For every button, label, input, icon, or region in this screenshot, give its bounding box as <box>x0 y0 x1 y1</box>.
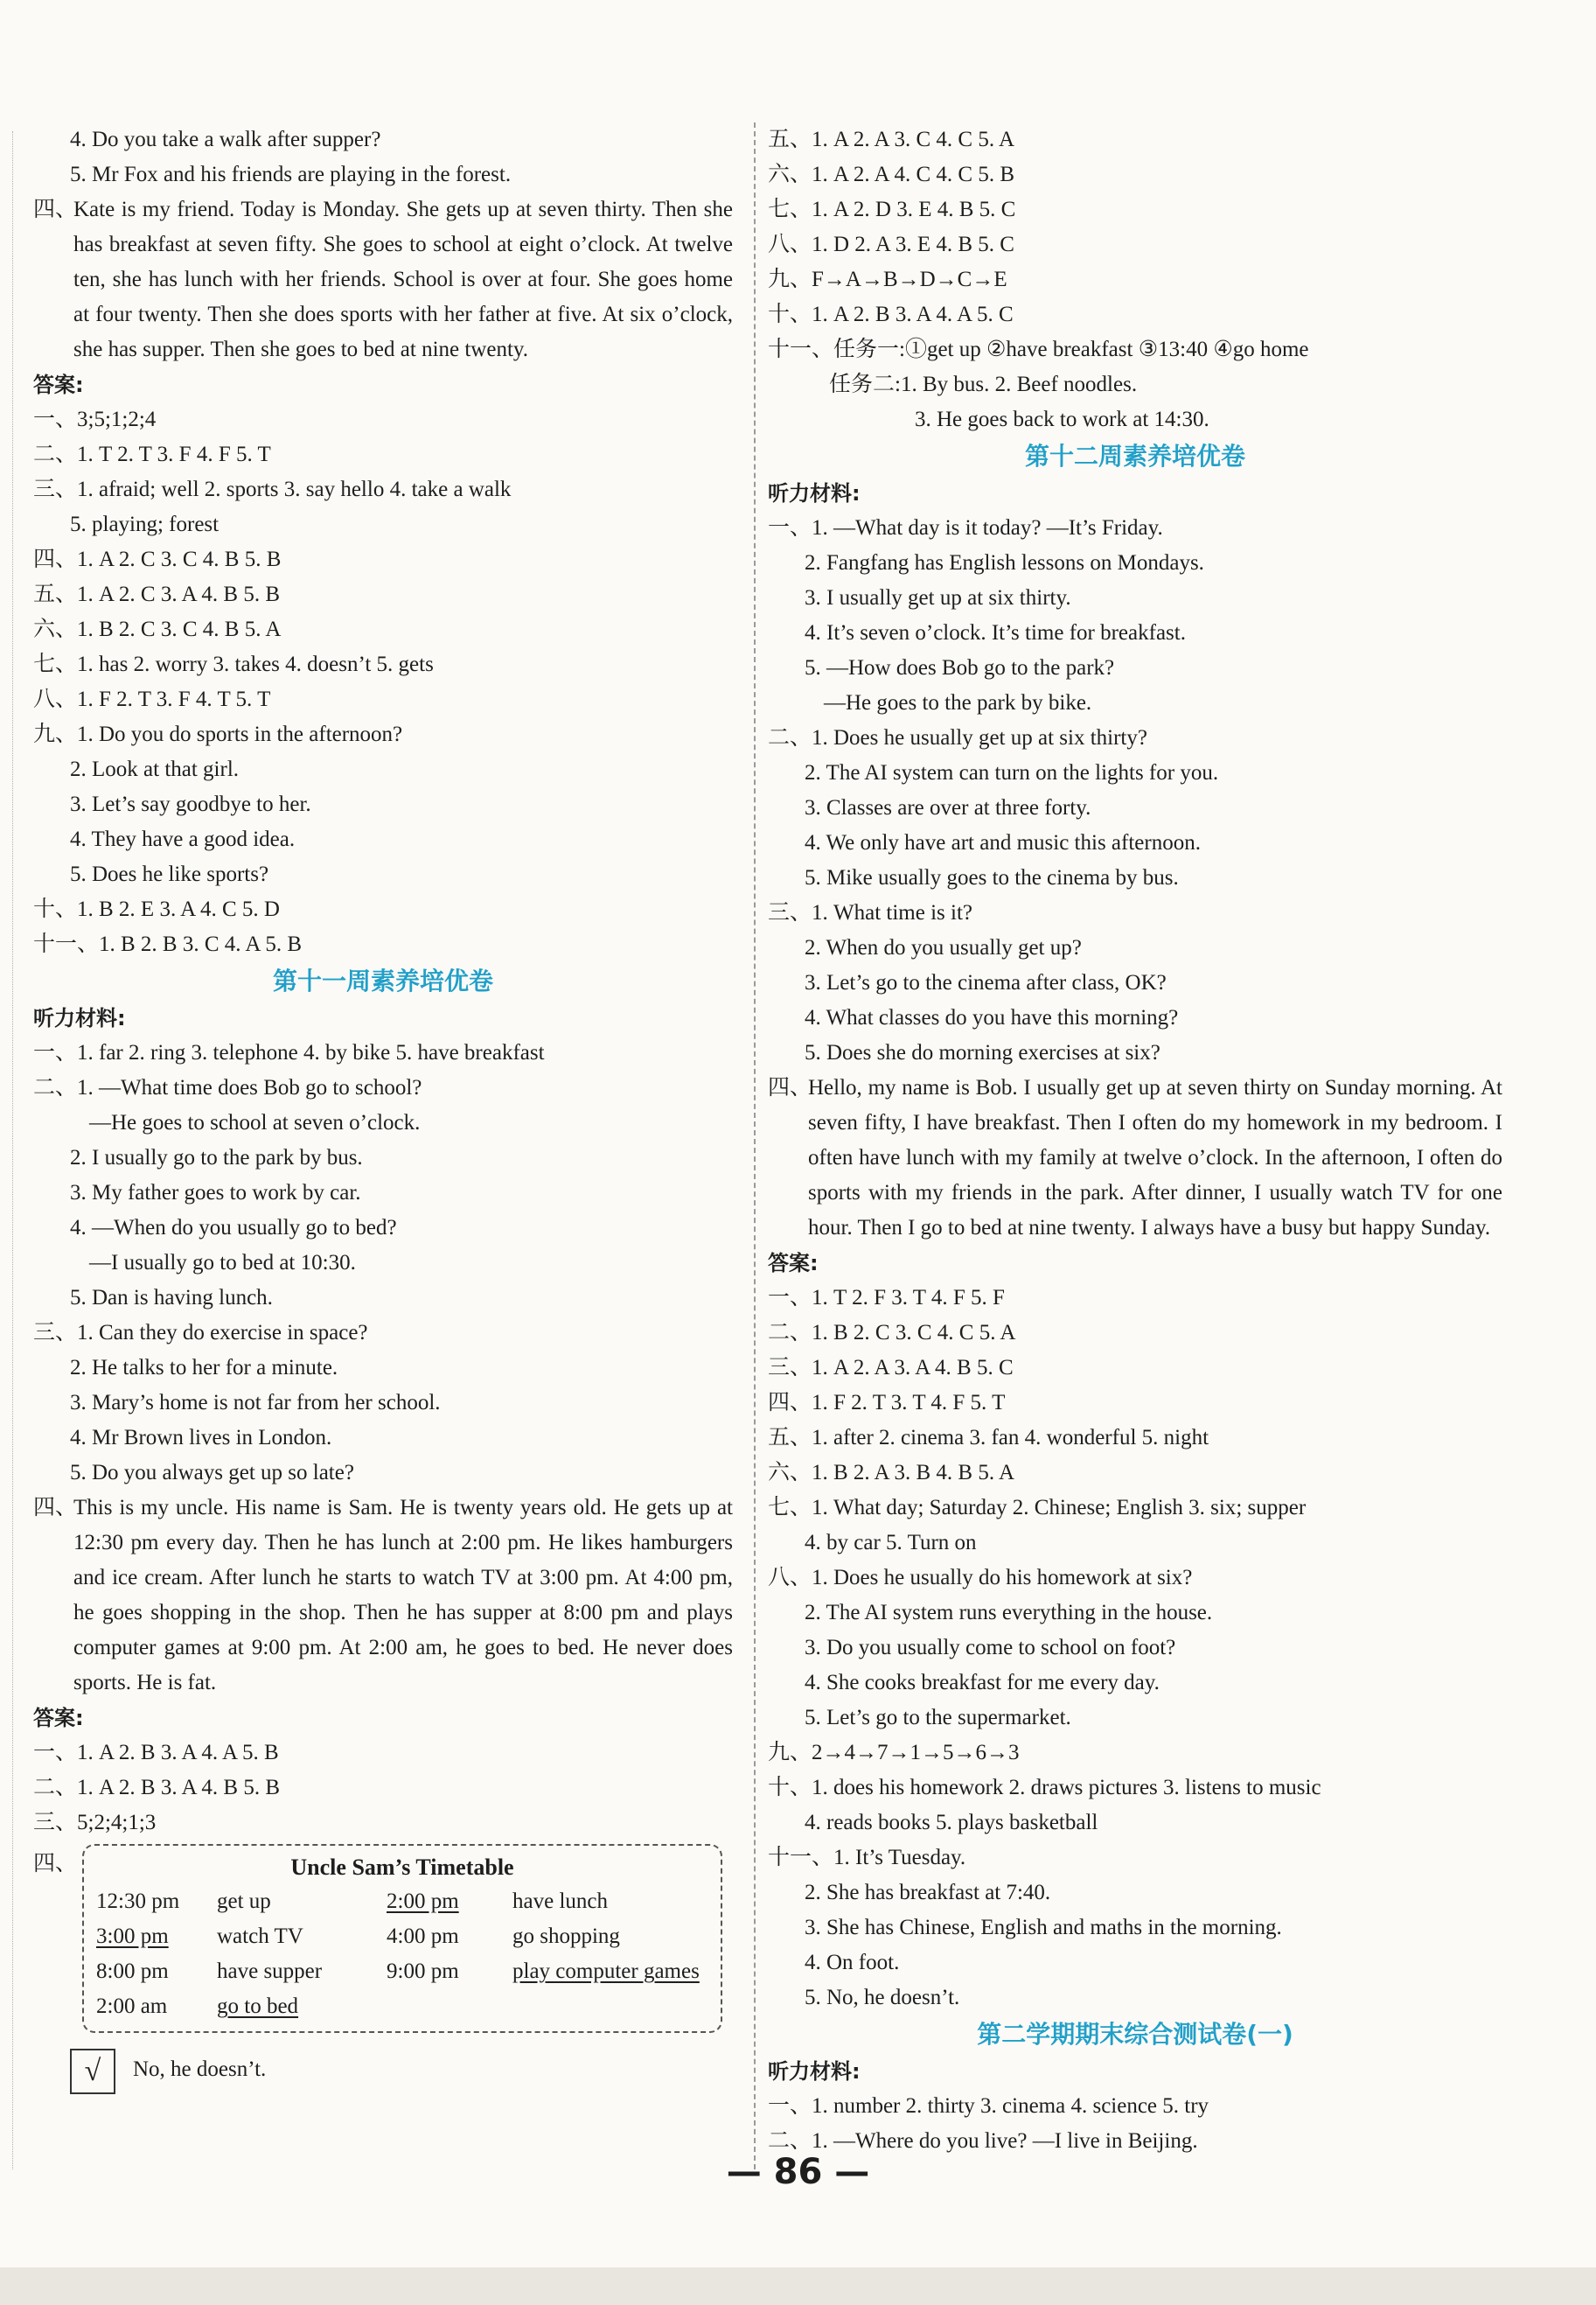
answer-line: 九、2→4→7→1→5→6→3 <box>768 1741 1020 1764</box>
answer-line: 2. She has breakfast at 7:40. <box>805 1881 1051 1904</box>
answer-line: 三、1. afraid; well 2. sports 3. say hello 4. take a walk <box>33 478 512 501</box>
script-line: 三、1. Can they do exercise in space? <box>33 1321 368 1345</box>
answer-line: 五、1. A 2. A 3. C 4. C 5. A <box>768 128 1014 151</box>
timetable-cell: 3:00 pm <box>96 1924 169 1948</box>
answer-line: 七、1. A 2. D 3. E 4. B 5. C <box>768 198 1016 221</box>
answer-line: 5. Does he like sports? <box>70 863 269 886</box>
timetable-cell: play computer games <box>512 1959 700 1983</box>
script-line: 二、1. —Where do you live? —I live in Beijing. <box>768 2129 1198 2153</box>
answer-line: 十一、1. It’s Tuesday. <box>768 1846 966 1869</box>
timetable-cell: 4:00 pm <box>387 1924 459 1948</box>
passage-text: This is my uncle. His name is Sam. He is twenty years old. He gets up at 12:30 pm every day. Then he has lunch at 2:00 pm. He likes hamburgers and ice cream. After lunch he starts to watch TV at 3:00 pm. At 4:00 pm, he goes shopping in the shop. Then he has supper at 8:00 pm and plays computer games at 9:00 pm. At 2:00 am, he goes to bed. He never does sports. He is fat. <box>73 1496 733 1694</box>
passage-label: 四、 <box>768 1076 812 1100</box>
checkmark-icon: √ <box>70 2049 115 2094</box>
timetable-cell: go to bed <box>217 1994 299 2018</box>
answer-line: 二、1. B 2. C 3. C 4. C 5. A <box>768 1321 1016 1345</box>
script-line: 3. Let’s go to the cinema after class, OK? <box>805 971 1167 995</box>
answers-label: 答案: <box>33 1706 84 1730</box>
answer-line: 4. They have a good idea. <box>70 828 296 851</box>
script-line: 3. My father goes to work by car. <box>70 1181 361 1205</box>
timetable-row <box>84 1989 721 2024</box>
script-line: 二、1. —What time does Bob go to school? <box>33 1076 422 1100</box>
answer-line: 3. She has Chinese, English and maths in the morning. <box>805 1916 1282 1939</box>
script-line: 2. He talks to her for a minute. <box>70 1356 338 1380</box>
answer-line: 2. The AI system runs everything in the house. <box>805 1601 1213 1624</box>
answer-line: 4. On foot. <box>805 1951 900 1974</box>
answer-line: 十一、1. B 2. B 3. C 4. A 5. B <box>33 932 302 956</box>
answer-line: 十一、任务一:①get up ②have breakfast ③13:40 ④go home <box>768 338 1309 361</box>
timetable-cell: have lunch <box>512 1889 608 1913</box>
check-answer-text: No, he doesn’t. <box>133 2057 267 2081</box>
section-heading-week11: 第十一周素养培优卷 <box>272 967 493 995</box>
answer-line: 3. Let’s say goodbye to her. <box>70 793 311 816</box>
listening-label: 听力材料: <box>33 1006 126 1030</box>
answer-line: 四、1. F 2. T 3. T 4. F 5. T <box>768 1391 1006 1414</box>
script-line: 5. Do you always get up so late? <box>70 1461 354 1484</box>
timetable-cell: 2:00 pm <box>387 1889 459 1913</box>
answer-line: 2. Look at that girl. <box>70 758 240 781</box>
listening-label: 听力材料: <box>768 481 861 506</box>
timetable-cell: 8:00 pm <box>96 1959 169 1983</box>
answer-line: 八、1. F 2. T 3. F 4. T 5. T <box>33 688 271 711</box>
answer-line: 二、1. T 2. T 3. F 4. F 5. T <box>33 443 271 466</box>
script-line: 4. We only have art and music this afternoon. <box>805 831 1201 855</box>
answer-line: 五、1. A 2. C 3. A 4. B 5. B <box>33 583 280 606</box>
timetable-cell: have supper <box>217 1959 323 1983</box>
script-line: 3. Mary’s home is not far from her school. <box>70 1391 441 1414</box>
script-line: 2. When do you usually get up? <box>805 936 1082 960</box>
script-line: 3. Classes are over at three forty. <box>805 796 1091 820</box>
passage-label: 四、 <box>33 198 78 221</box>
script-line: —I usually go to bed at 10:30. <box>89 1251 356 1275</box>
script-line: 5. Does she do morning exercises at six? <box>805 1041 1160 1065</box>
answer-line: 五、1. after 2. cinema 3. fan 4. wonderful 5. night <box>768 1426 1209 1449</box>
answer-line: 5. playing; forest <box>70 513 220 536</box>
timetable-row <box>84 1919 721 1954</box>
passage-week11 <box>33 1491 733 1701</box>
answer-line: 5. No, he doesn’t. <box>805 1986 960 2009</box>
timetable-label: 四、 <box>33 1852 78 1875</box>
script-line: —He goes to school at seven o’clock. <box>89 1111 421 1135</box>
answer-line: 一、1. A 2. B 3. A 4. A 5. B <box>33 1741 279 1764</box>
answer-line: 六、1. A 2. A 4. C 4. C 5. B <box>768 163 1014 186</box>
script-line: —He goes to the park by bike. <box>824 691 1092 715</box>
answer-line: 六、1. B 2. A 3. B 4. B 5. A <box>768 1461 1014 1484</box>
answers-label: 答案: <box>768 1251 819 1275</box>
answer-line: 九、1. Do you do sports in the afternoon? <box>33 723 403 746</box>
passage-text: Hello, my name is Bob. I usually get up at seven thirty on Sunday morning. At seven fifty, I have breakfast. Then I often do my homework in my bedroom. I often have lunch with my family at twelve o’clock. In the afternoon, I often do sports with my friends in the park. After dinner, I usually watch TV for one hour. Then I go to bed at nine twenty. I always have a busy but happy Sunday. <box>808 1076 1502 1240</box>
section-heading-week12: 第十二周素养培优卷 <box>1024 442 1245 471</box>
answer-line: 八、1. D 2. A 3. E 4. B 5. C <box>768 233 1014 256</box>
bottom-margin <box>0 2267 1596 2305</box>
answer-line: 一、3;5;1;2;4 <box>33 408 157 431</box>
timetable-cell: 2:00 am <box>96 1994 168 2018</box>
right-column <box>768 122 1502 2159</box>
script-line: 一、1. number 2. thirty 3. cinema 4. science 5. try <box>768 2094 1209 2118</box>
section-heading-final-test: 第二学期期末综合测试卷(一) <box>977 2020 1293 2049</box>
answer-line: 七、1. What day; Saturday 2. Chinese; English 3. six; supper <box>768 1496 1307 1519</box>
answer-line: 十、1. B 2. E 3. A 4. C 5. D <box>33 898 280 921</box>
script-line: 3. I usually get up at six thirty. <box>805 586 1071 610</box>
listening-label: 听力材料: <box>768 2059 861 2084</box>
answer-line: 九、F→A→B→D→C→E <box>768 268 1007 291</box>
script-line: 2. I usually go to the park by bus. <box>70 1146 363 1170</box>
script-line: 一、1. far 2. ring 3. telephone 4. by bike 5. have breakfast <box>33 1041 545 1065</box>
timetable-cell: get up <box>217 1889 271 1913</box>
answer-line: 3. He goes back to work at 14:30. <box>915 408 1209 431</box>
timetable-cell: watch TV <box>217 1924 303 1948</box>
timetable-title: Uncle Sam’s Timetable <box>290 1854 514 1880</box>
passage-label: 四、 <box>33 1496 78 1519</box>
script-line: 5. —How does Bob go to the park? <box>805 656 1115 680</box>
timetable-row <box>84 1884 721 1919</box>
script-line: 4. —When do you usually go to bed? <box>70 1216 397 1240</box>
answer-line: 三、1. A 2. A 3. A 4. B 5. C <box>768 1356 1014 1380</box>
check-answer <box>33 2042 733 2094</box>
script-line: 4. Mr Brown lives in London. <box>70 1426 332 1449</box>
left-margin-rule <box>12 131 13 2169</box>
timetable-box <box>82 1844 722 2033</box>
answer-line: 七、1. has 2. worry 3. takes 4. doesn’t 5. gets <box>33 653 434 676</box>
script-line: 三、1. What time is it? <box>768 901 972 925</box>
text-line: 4. Do you take a walk after supper? <box>70 128 381 151</box>
script-line: 一、1. —What day is it today? —It’s Friday. <box>768 516 1163 540</box>
timetable-cell: 12:30 pm <box>96 1889 180 1913</box>
passage-week12 <box>768 1071 1502 1246</box>
script-line: 二、1. Does he usually get up at six thirty? <box>768 726 1147 750</box>
answers-label: 答案: <box>33 373 84 397</box>
answer-line: 3. Do you usually come to school on foot? <box>805 1636 1176 1659</box>
column-divider <box>754 122 756 2169</box>
answer-line: 一、1. T 2. F 3. T 4. F 5. F <box>768 1286 1005 1310</box>
answer-line: 4. by car 5. Turn on <box>805 1531 977 1554</box>
passage-text: Kate is my friend. Today is Monday. She gets up at seven thirty. Then she has breakfast at seven fifty. She goes to school at eight o’clock. At twelve ten, she has lunch with her friends. School is over at four. She goes home at four twenty. Then she does sports with her father at five. At six o’clock, she has supper. Then she goes to bed at nine twenty. <box>73 198 733 361</box>
timetable-cell: go shopping <box>512 1924 620 1948</box>
passage-week10 <box>33 192 733 367</box>
script-line: 5. Dan is having lunch. <box>70 1286 273 1310</box>
answer-line: 4. reads books 5. plays basketball <box>805 1811 1098 1834</box>
page-number: — 86 — <box>726 2152 870 2192</box>
timetable-block <box>33 1841 733 2042</box>
answer-line: 任务二:1. By bus. 2. Beef noodles. <box>829 373 1138 396</box>
left-column <box>33 122 733 2094</box>
answer-line: 四、1. A 2. C 3. C 4. B 5. B <box>33 548 282 571</box>
answer-line: 三、5;2;4;1;3 <box>33 1811 157 1834</box>
answer-line: 二、1. A 2. B 3. A 4. B 5. B <box>33 1776 280 1799</box>
answer-line: 六、1. B 2. C 3. C 4. B 5. A <box>33 618 282 641</box>
script-line: 4. What classes do you have this morning? <box>805 1006 1179 1030</box>
script-line: 5. Mike usually goes to the cinema by bus. <box>805 866 1179 890</box>
script-line: 2. Fangfang has English lessons on Mondays. <box>805 551 1204 575</box>
timetable-row <box>84 1954 721 1989</box>
answer-line: 4. She cooks breakfast for me every day. <box>805 1671 1160 1694</box>
answer-line: 十、1. does his homework 2. draws pictures 3. listens to music <box>768 1776 1321 1799</box>
answer-line: 5. Let’s go to the supermarket. <box>805 1706 1071 1729</box>
script-line: 4. It’s seven o’clock. It’s time for breakfast. <box>805 621 1186 645</box>
answer-line: 八、1. Does he usually do his homework at six? <box>768 1566 1193 1589</box>
answer-line: 十、1. A 2. B 3. A 4. A 5. C <box>768 303 1014 326</box>
timetable-cell: 9:00 pm <box>387 1959 459 1983</box>
text-line: 5. Mr Fox and his friends are playing in the forest. <box>70 163 512 186</box>
script-line: 2. The AI system can turn on the lights for you. <box>805 761 1219 785</box>
